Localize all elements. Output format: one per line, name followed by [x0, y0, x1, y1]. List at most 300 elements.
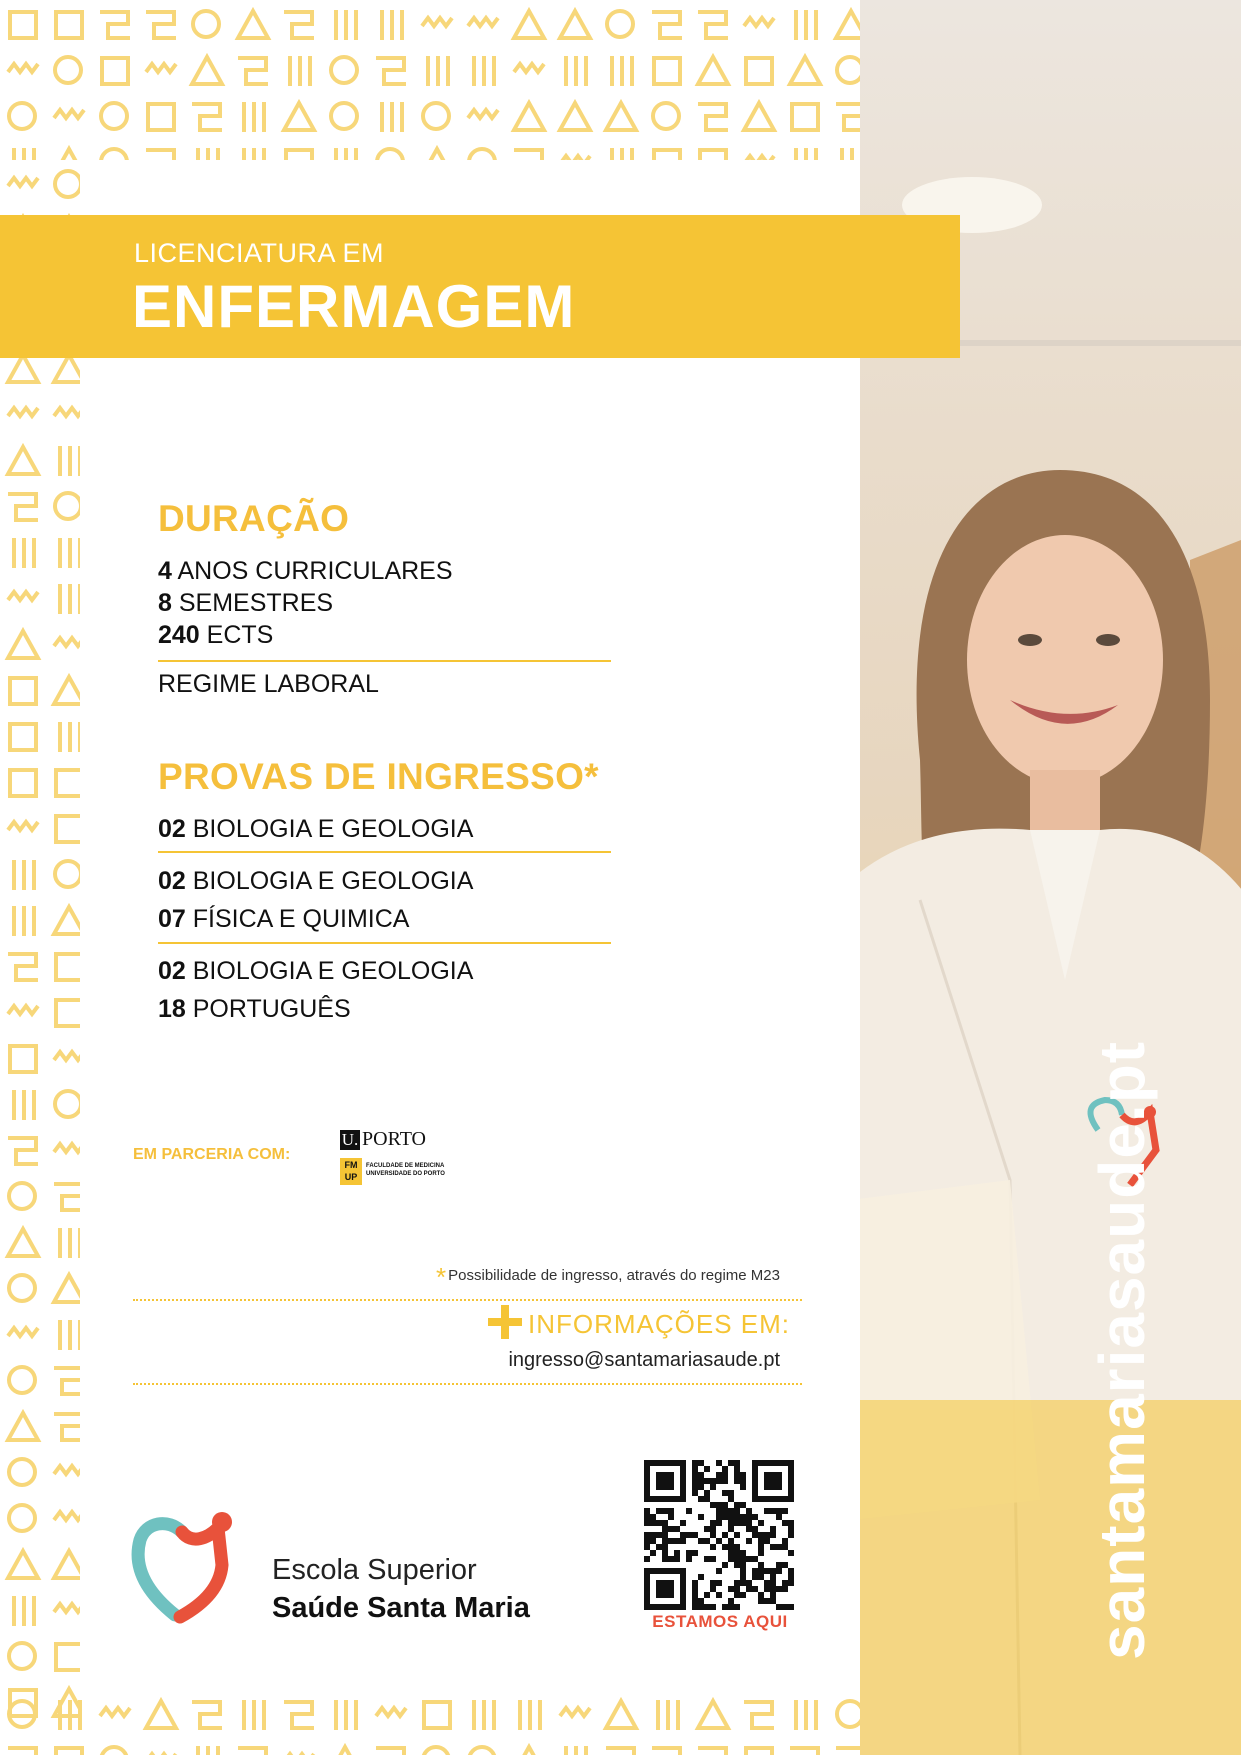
qr-module: [668, 1556, 674, 1562]
pattern-shape: [54, 677, 80, 704]
qr-module: [746, 1538, 752, 1544]
qr-module: [710, 1520, 716, 1526]
pattern-shape: [654, 150, 680, 160]
pattern-shape: [423, 103, 449, 129]
qr-module: [740, 1514, 746, 1520]
qr-module: [788, 1526, 794, 1532]
qr-module: [710, 1586, 716, 1592]
pattern-shape: [428, 56, 448, 86]
pattern-shape: [836, 104, 860, 130]
qr-module: [656, 1580, 674, 1598]
qr-module: [734, 1466, 740, 1472]
qr-module: [716, 1580, 722, 1586]
qr-module: [656, 1544, 662, 1550]
qr-module: [746, 1526, 752, 1532]
pattern-shape: [10, 724, 36, 750]
qr-module: [740, 1472, 746, 1478]
qr-module: [788, 1532, 794, 1538]
qr-module: [770, 1568, 776, 1574]
pattern-shape: [796, 10, 816, 40]
qr-module: [734, 1472, 740, 1478]
qr-module: [728, 1586, 734, 1592]
pattern-shape: [9, 1643, 35, 1669]
qr-module: [662, 1508, 668, 1514]
pattern-shape: [8, 954, 38, 980]
qr-module: [716, 1568, 722, 1574]
pattern-shape: [9, 1183, 35, 1209]
qr-module: [650, 1520, 656, 1526]
pattern-shape: [607, 11, 633, 37]
pattern-shape: [698, 1748, 728, 1755]
qr-module: [692, 1478, 698, 1484]
duration-semesters: 8 SEMESTRES: [158, 589, 334, 617]
qr-module: [734, 1520, 740, 1526]
qr-module: [758, 1538, 764, 1544]
pattern-shape: [198, 148, 218, 160]
qr-module: [758, 1568, 764, 1574]
qr-module: [770, 1544, 776, 1550]
pattern-shape: [8, 822, 38, 830]
pattern-shape: [54, 149, 84, 160]
qr-module: [758, 1598, 764, 1604]
pattern-shape: [55, 1091, 80, 1117]
pattern-shape: [192, 57, 222, 84]
pattern-shape: [653, 103, 679, 129]
qr-module: [728, 1514, 734, 1520]
qr-module: [710, 1544, 716, 1550]
qr-module: [782, 1538, 788, 1544]
pattern-shape: [790, 1748, 820, 1755]
pattern-shape: [193, 11, 219, 37]
qr-module: [692, 1484, 698, 1490]
pattern-shape: [422, 18, 452, 26]
qr-module: [644, 1508, 650, 1514]
school-heart-logo-icon: [130, 1510, 250, 1625]
pattern-shape: [14, 538, 34, 568]
qr-module: [752, 1574, 758, 1580]
pattern-shape: [698, 12, 728, 38]
pattern-shape: [698, 1701, 728, 1728]
pattern-shape: [9, 1701, 35, 1727]
contact-email-link[interactable]: ingresso@santamariasaude.pt: [508, 1349, 780, 1371]
pattern-shape: [54, 1144, 80, 1152]
qr-module: [734, 1514, 740, 1520]
qr-module: [728, 1538, 734, 1544]
pattern-shape: [54, 907, 80, 934]
qr-module: [650, 1550, 656, 1556]
pattern-shape: [566, 1746, 586, 1755]
qr-module: [698, 1460, 704, 1466]
pattern-shape: [514, 103, 544, 130]
qr-module: [722, 1472, 728, 1478]
pattern-shape: [612, 56, 632, 86]
qr-module: [734, 1478, 740, 1484]
dotted-divider: [133, 1299, 802, 1301]
qr-module: [704, 1592, 710, 1598]
qr-module: [704, 1538, 710, 1544]
pattern-shape: [331, 103, 357, 129]
pattern-shape: [14, 1090, 34, 1120]
qr-module: [698, 1598, 704, 1604]
qr-module: [716, 1502, 722, 1508]
qr-module: [722, 1514, 728, 1520]
qr-module: [716, 1478, 722, 1484]
qr-module: [722, 1502, 728, 1508]
qr-code[interactable]: [644, 1460, 794, 1610]
pattern-shape: [54, 408, 80, 416]
qr-module: [698, 1604, 704, 1610]
pattern-shape: [290, 56, 310, 86]
pattern-shape: [520, 1700, 540, 1730]
qr-module: [680, 1532, 686, 1538]
qr-module: [698, 1514, 704, 1520]
asterisk: *: [436, 1262, 447, 1292]
pattern-shape: [56, 1000, 80, 1026]
qr-module: [776, 1568, 782, 1574]
qr-module: [668, 1508, 674, 1514]
qr-module: [656, 1472, 674, 1490]
pattern-shape: [606, 1701, 636, 1728]
qr-module: [644, 1544, 650, 1550]
pattern-shape: [148, 104, 174, 130]
divider: [158, 660, 611, 662]
pattern-shape: [9, 1505, 35, 1531]
pattern-shape: [746, 58, 772, 84]
qr-module: [698, 1478, 704, 1484]
qr-module: [698, 1574, 704, 1580]
pattern-shape: [424, 1702, 450, 1728]
pattern-shape: [8, 1413, 38, 1440]
qr-module: [710, 1580, 716, 1586]
qr-module: [668, 1514, 674, 1520]
qr-module: [674, 1526, 680, 1532]
qr-module: [740, 1574, 746, 1580]
qr-module: [752, 1532, 758, 1538]
pattern-shape: [60, 1700, 80, 1730]
qr-module: [746, 1514, 752, 1520]
qr-module: [716, 1520, 722, 1526]
qr-module: [788, 1568, 794, 1574]
qr-module: [656, 1508, 662, 1514]
qr-module: [692, 1466, 698, 1472]
pattern-shape: [60, 538, 80, 568]
pattern-shape: [566, 56, 586, 86]
qr-module: [704, 1604, 710, 1610]
qr-module: [692, 1472, 698, 1478]
pattern-shape: [60, 446, 80, 476]
qr-module: [650, 1538, 656, 1544]
pattern-shape: [8, 1229, 38, 1256]
pattern-shape: [60, 1320, 80, 1350]
qr-module: [692, 1592, 698, 1598]
qr-module: [728, 1508, 734, 1514]
pattern-shape: [54, 1414, 80, 1440]
qr-module: [644, 1556, 650, 1562]
qr-module: [770, 1574, 776, 1580]
pattern-shape: [100, 1708, 130, 1716]
qr-module: [728, 1604, 734, 1610]
qr-module: [788, 1574, 794, 1580]
pattern-shape: [744, 156, 774, 160]
qr-module: [752, 1526, 758, 1532]
qr-module: [698, 1472, 704, 1478]
qr-module: [788, 1520, 794, 1526]
qr-module: [728, 1520, 734, 1526]
pattern-shape: [336, 148, 356, 160]
qr-module: [728, 1490, 734, 1496]
qr-module: [764, 1568, 770, 1574]
pattern-shape: [56, 770, 80, 796]
exam-option-1: 02 BIOLOGIA E GEOLOGIA: [158, 815, 474, 843]
pattern-shape: [54, 1466, 80, 1474]
qr-module: [740, 1568, 746, 1574]
qr-module: [770, 1598, 776, 1604]
qr-module: [782, 1520, 788, 1526]
qr-module: [674, 1556, 680, 1562]
pattern-shape: [198, 1746, 218, 1755]
qr-module: [692, 1550, 698, 1556]
qr-module: [776, 1514, 782, 1520]
qr-module: [740, 1562, 746, 1568]
qr-module: [692, 1532, 698, 1538]
qr-module: [722, 1544, 728, 1550]
qr-module: [776, 1604, 782, 1610]
pattern-shape: [56, 1644, 80, 1670]
qr-module: [758, 1592, 764, 1598]
qr-module: [788, 1604, 794, 1610]
exam-option-2-line-2: 07 FÍSICA E QUIMICA: [158, 905, 410, 933]
pattern-shape: [336, 10, 356, 40]
qr-module: [764, 1532, 770, 1538]
qr-module: [764, 1598, 770, 1604]
qr-caption: ESTAMOS AQUI: [652, 1612, 788, 1631]
qr-module: [776, 1544, 782, 1550]
pattern-shape: [560, 1708, 590, 1716]
pattern-shape: [836, 1748, 860, 1755]
qr-module: [764, 1538, 770, 1544]
qr-module: [782, 1586, 788, 1592]
qr-module: [656, 1532, 662, 1538]
pattern-shape: [376, 58, 406, 84]
qr-module: [776, 1586, 782, 1592]
pattern-shape: [8, 408, 38, 416]
qr-module: [722, 1466, 728, 1472]
pattern-shape: [836, 11, 860, 38]
qr-module: [680, 1520, 686, 1526]
qr-module: [668, 1538, 674, 1544]
qr-module: [746, 1508, 752, 1514]
qr-module: [686, 1556, 692, 1562]
school-name-line-2: Saúde Santa Maria: [272, 1592, 530, 1624]
pattern-shape: [244, 148, 264, 160]
qr-module: [722, 1508, 728, 1514]
info-label: INFORMAÇÕES EM:: [528, 1309, 791, 1339]
qr-module: [740, 1484, 746, 1490]
divider: [158, 851, 611, 853]
pattern-shape: [101, 1747, 127, 1755]
pattern-shape: [54, 1604, 80, 1612]
qr-module: [734, 1592, 740, 1598]
qr-module: [788, 1580, 794, 1586]
qr-module: [776, 1562, 782, 1568]
pattern-shape: [423, 1747, 449, 1755]
qr-module: [788, 1550, 794, 1556]
qr-module: [692, 1460, 698, 1466]
pattern-shape: [101, 103, 127, 129]
exam-option-3-line-2: 18 PORTUGUÊS: [158, 995, 351, 1023]
qr-module: [692, 1580, 698, 1586]
qr-module: [644, 1538, 650, 1544]
pattern-shape: [792, 104, 818, 130]
pattern-shape: [652, 12, 682, 38]
qr-module: [656, 1520, 662, 1526]
qr-module: [728, 1550, 734, 1556]
pattern-shape: [284, 12, 314, 38]
pattern-shape: [8, 592, 38, 600]
footnote: [410, 1262, 780, 1293]
pattern-shape: [560, 103, 590, 130]
qr-module: [686, 1508, 692, 1514]
pattern-shape: [55, 861, 80, 887]
qr-module: [710, 1526, 716, 1532]
pattern-shape: [10, 1046, 36, 1072]
pattern-shape: [102, 58, 128, 84]
qr-module: [782, 1580, 788, 1586]
website-url[interactable]: santamariasaude.pt: [1086, 1040, 1158, 1660]
pattern-shape: [377, 149, 403, 160]
pattern-shape: [10, 12, 36, 38]
pattern-shape: [698, 104, 728, 130]
pattern-shape: [560, 11, 590, 38]
qr-module: [746, 1580, 752, 1586]
pattern-shape: [8, 447, 38, 474]
duration-years: 4 ANOS CURRICULARES: [158, 557, 453, 585]
qr-module: [728, 1544, 734, 1550]
fmup-mark: FM UP: [340, 1158, 362, 1185]
pattern-shape: [192, 1702, 222, 1728]
pattern-shape: [744, 18, 774, 26]
pattern-shape: [284, 103, 314, 130]
pattern-shape: [54, 1184, 80, 1210]
qr-module: [704, 1496, 710, 1502]
pattern-shape: [468, 110, 498, 118]
qr-module: [722, 1562, 728, 1568]
pattern-shape: [468, 18, 498, 26]
qr-module: [710, 1604, 716, 1610]
exam-option-3-line-1: 02 BIOLOGIA E GEOLOGIA: [158, 957, 474, 985]
qr-module: [740, 1556, 746, 1562]
pattern-shape: [244, 102, 264, 132]
pattern-shape: [192, 104, 222, 130]
qr-module: [740, 1580, 746, 1586]
footnote-text: Possibilidade de ingresso, através do regime M23: [448, 1267, 780, 1284]
qr-module: [710, 1478, 716, 1484]
qr-module: [728, 1598, 734, 1604]
pattern-shape: [238, 58, 268, 84]
qr-module: [758, 1544, 764, 1550]
qr-module: [668, 1526, 674, 1532]
pattern-shape: [336, 1700, 356, 1730]
pattern-shape: [14, 148, 34, 160]
pattern-shape: [474, 56, 494, 86]
qr-module: [734, 1460, 740, 1466]
qr-module: [746, 1556, 752, 1562]
qr-module: [692, 1604, 698, 1610]
qr-module: [698, 1484, 704, 1490]
qr-module: [662, 1532, 668, 1538]
qr-module: [644, 1520, 650, 1526]
qr-module: [662, 1556, 668, 1562]
pattern-shape: [8, 1138, 38, 1164]
pattern-shape: [796, 148, 816, 160]
pattern-shape: [560, 156, 590, 160]
pattern-shape: [286, 150, 312, 160]
pattern-shape: [54, 1551, 80, 1578]
qr-module: [740, 1520, 746, 1526]
qr-module: [740, 1478, 746, 1484]
pattern-shape: [8, 1551, 38, 1578]
qr-module: [734, 1544, 740, 1550]
qr-module: [716, 1538, 722, 1544]
qr-module: [734, 1580, 740, 1586]
pattern-shape: [8, 178, 38, 186]
decorative-pattern-left: [0, 160, 80, 1720]
qr-module: [770, 1580, 776, 1586]
pattern-shape: [837, 1701, 860, 1727]
qr-module: [674, 1550, 680, 1556]
qr-module: [734, 1556, 740, 1562]
qr-module: [770, 1592, 776, 1598]
pattern-shape: [54, 1052, 80, 1060]
qr-module: [698, 1538, 704, 1544]
uporto-name: PORTO: [362, 1128, 427, 1150]
qr-module: [716, 1514, 722, 1520]
pattern-shape: [700, 150, 726, 160]
pattern-shape: [654, 58, 680, 84]
qr-module: [734, 1586, 740, 1592]
qr-module: [716, 1472, 722, 1478]
fmup-text: FACULDADE DE MEDICINA UNIVERSIDADE DO PORTO: [366, 1163, 445, 1177]
qr-module: [662, 1520, 668, 1526]
pattern-shape: [54, 638, 80, 646]
uporto-u-mark: U.: [341, 1130, 359, 1149]
pattern-shape: [14, 906, 34, 936]
dotted-divider: [133, 1383, 802, 1385]
qr-module: [728, 1556, 734, 1562]
pattern-shape: [56, 1748, 82, 1755]
pattern-shape: [8, 1328, 38, 1336]
course-title: ENFERMAGEM: [132, 273, 576, 340]
pattern-shape: [469, 1747, 495, 1755]
qr-module: [644, 1514, 650, 1520]
qr-module: [758, 1562, 764, 1568]
qr-module: [674, 1538, 680, 1544]
qr-module: [734, 1508, 740, 1514]
pattern-shape: [14, 1596, 34, 1626]
qr-module: [740, 1550, 746, 1556]
pattern-shape: [842, 148, 860, 160]
qr-module: [698, 1496, 704, 1502]
pattern-shape: [9, 1459, 35, 1485]
qr-module: [710, 1556, 716, 1562]
duration-heading: DURAÇÃO: [158, 498, 350, 539]
qr-module: [722, 1532, 728, 1538]
pattern-shape: [8, 64, 38, 72]
exam-option-2-line-1: 02 BIOLOGIA E GEOLOGIA: [158, 867, 474, 895]
qr-module: [704, 1556, 710, 1562]
qr-module: [710, 1532, 716, 1538]
qr-module: [704, 1526, 710, 1532]
